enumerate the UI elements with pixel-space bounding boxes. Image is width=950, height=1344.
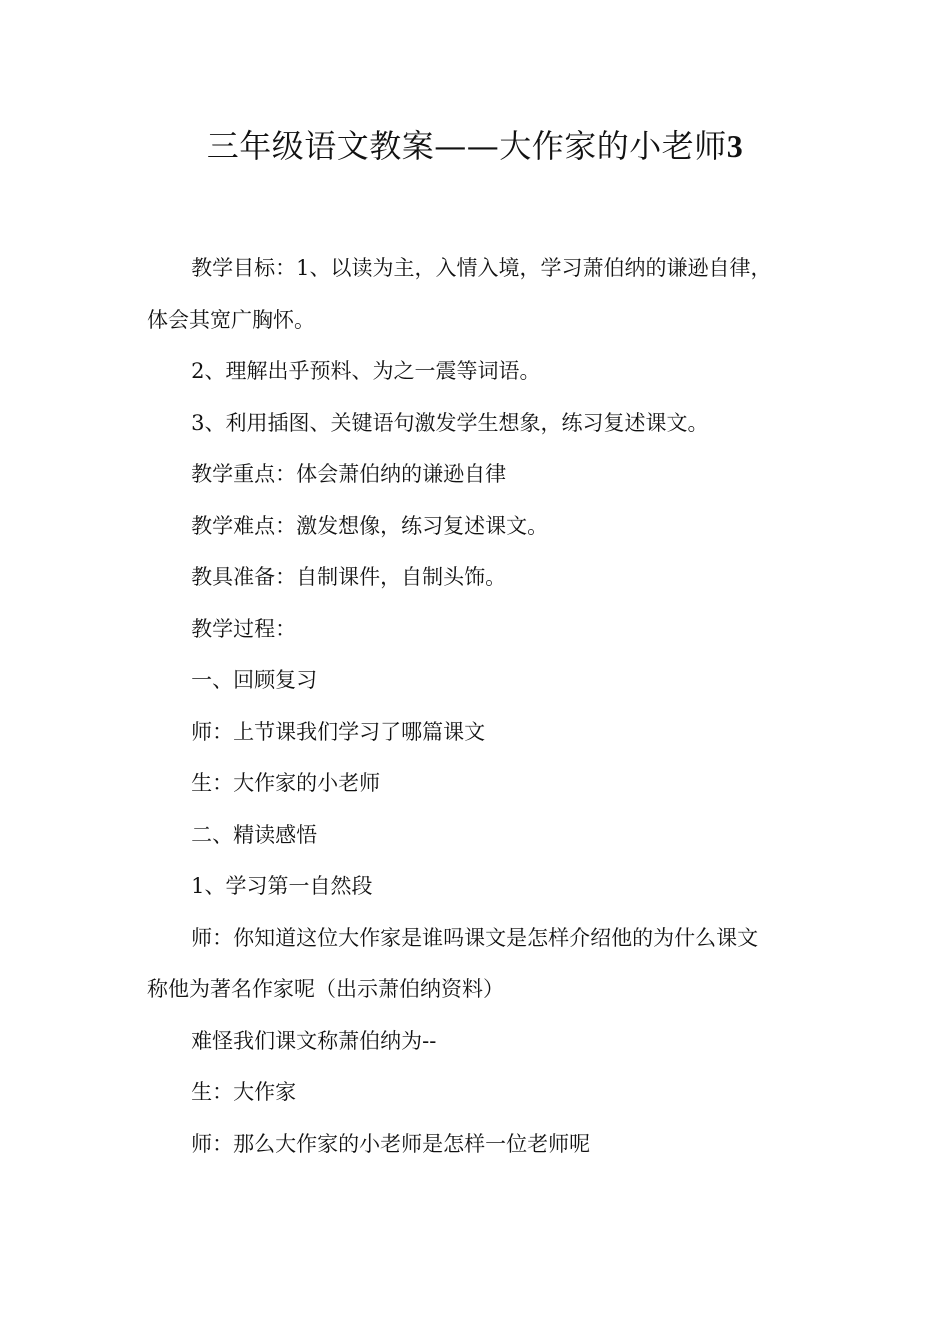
paragraph-objective-3: 3、利用插图、关键语句激发学生想象，练习复述课文。	[191, 410, 709, 435]
paragraph-no-wonder: 难怪我们课文称萧伯纳为--	[191, 1028, 437, 1053]
paragraph-teacher-question: 师：上节课我们学习了哪篇课文	[191, 719, 486, 744]
paragraph-materials: 教具准备：自制课件，自制头饰。	[191, 565, 507, 589]
paragraph-line: 师：你知道这位大作家是谁吗课文是怎样介绍他的为什么课文	[191, 925, 759, 950]
paragraph-teacher-followup: 师：那么大作家的小老师是怎样一位老师呢	[191, 1131, 591, 1156]
paragraph-student-reply: 生：大作家	[191, 1080, 297, 1104]
title-number: 3	[726, 128, 744, 164]
paragraph-key-point: 教学重点：体会萧伯纳的谦逊自律	[191, 462, 507, 486]
paragraph-student-answer: 生：大作家的小老师	[191, 771, 381, 795]
paragraph-objective-2: 2、理解出乎预料、为之一震等词语。	[191, 359, 541, 383]
paragraph-continuation: 体会其宽广胸怀。	[147, 307, 315, 332]
paragraph-step-1: 1、学习第一自然段	[191, 874, 373, 898]
paragraph-section-reading: 二、精读感悟	[191, 822, 318, 847]
document-body	[147, 243, 807, 1170]
paragraph-section-review: 一、回顾复习	[191, 668, 318, 692]
paragraph-difficulty: 教学难点：激发想像，练习复述课文。	[191, 513, 549, 538]
paragraph-objectives	[147, 243, 807, 346]
title-main: 三年级语文教案——大作家的小老师	[206, 127, 727, 165]
paragraph-teacher-intro	[147, 913, 807, 1016]
paragraph-continuation: 称他为著名作家呢（出示萧伯纳资料）	[147, 977, 504, 1001]
paragraph-process-heading: 教学过程：	[191, 616, 297, 641]
paragraph-line: 教学目标：1、以读为主，入情入境，学习萧伯纳的谦逊自律，	[191, 256, 772, 280]
document-title	[0, 122, 950, 170]
